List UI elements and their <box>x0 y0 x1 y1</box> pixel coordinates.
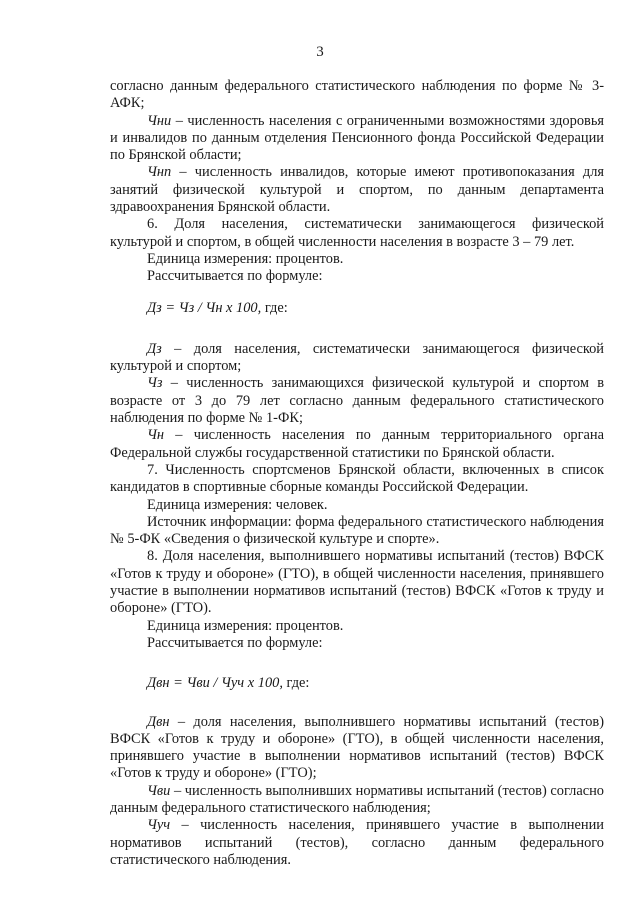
formula-dvn-expression: Двн = Чви / Чуч х 100, <box>147 675 283 692</box>
formula-dz-expression: Дз = Чз / Чн х 100, <box>147 299 262 316</box>
paragraph-dz-definition <box>110 341 604 376</box>
paragraph-source-7: Источник информации: форма федерального статистического наблюдения № 5-ФК «Сведения о физической культуре и спорте». <box>110 513 604 548</box>
term-dvn: Двн <box>147 713 170 730</box>
paragraph-chnp-definition <box>110 164 604 216</box>
paragraph-dvn-definition <box>110 714 604 783</box>
term-dz: Дз <box>147 340 162 357</box>
definition-chn: – численность населения по данным территориального органа Федеральной службы государственной статистики по Брянской области. <box>110 427 604 461</box>
paragraph-unit-7: Единица измерения: человек. <box>147 496 328 513</box>
definition-chnp: – численность инвалидов, которые имеют противопоказания для занятий физической культурой и спортом, по данным департамента здравоохранения Брянской области. <box>110 164 604 216</box>
paragraph-indicator-6: 6. Доля населения, систематически занимающегося физической культурой и спортом, в общей численности населения в возрасте 3 – 79 лет. <box>110 216 604 250</box>
definition-dz: – доля населения, систематически занимающегося физической культурой и спортом; <box>110 340 604 375</box>
formula-dvn <box>110 675 604 692</box>
definition-chvi: – численность выполнивших нормативы испытаний (тестов) согласно данным федерального статистического наблюдения; <box>110 782 604 816</box>
paragraph-unit-6: Единица измерения: процентов. <box>147 250 344 267</box>
definition-chni: – численность населения с ограниченными возможностями здоровья и инвалидов по данным отделения Пенсионного фонда Российской Федерации по Брянской области; <box>110 112 604 164</box>
paragraph-unit-8: Единица измерения: процентов. <box>147 617 344 634</box>
term-chnp: Чнп <box>147 164 172 181</box>
paragraph-formula-intro-6: Рассчитывается по формуле: <box>147 268 323 285</box>
formula-dz-suffix: где: <box>261 299 288 316</box>
paragraph-chz-definition <box>110 375 604 427</box>
definition-dvn: – доля населения, выполнившего нормативы испытаний (тестов) ВФСК «Готов к труду и обороне» (ГТО), в общей численности населения, принявшего участие в выполнении нормативов испытаний (тестов) ВФСК «Готов к труду и обороне» (ГТО); <box>110 713 604 782</box>
paragraph-formula-intro-8: Рассчитывается по формуле: <box>147 634 323 651</box>
paragraph-indicator-7: 7. Численность спортсменов Брянской области, включенных в список кандидатов в спортивные сборные команды Российской Федерации. <box>110 461 604 496</box>
term-chni: Чни <box>147 112 172 129</box>
term-chvi: Чви <box>147 782 171 799</box>
paragraph-indicator-8: 8. Доля населения, выполнившего нормативы испытаний (тестов) ВФСК «Готов к труду и обороне» (ГТО), в общей численности населения, принявшего участие в выполнении нормативов испытаний (тестов) ВФСК «Готов к труду и обороне» (ГТО). <box>110 548 604 617</box>
paragraph-chvi-definition <box>110 783 604 818</box>
term-chn: Чн <box>147 427 165 444</box>
paragraph-chn-definition <box>110 427 604 462</box>
document-body <box>110 78 604 869</box>
page-number: 3 <box>316 44 324 60</box>
term-chuch: Чуч <box>147 817 171 834</box>
term-chz: Чз <box>147 375 163 392</box>
paragraph-chuch-definition <box>110 817 604 869</box>
definition-chuch: – численность населения, принявшего участие в выполнении нормативов испытаний (тестов), согласно данным федерального статистического наблюдения. <box>110 817 604 868</box>
paragraph-chni-definition <box>110 113 604 165</box>
formula-dz <box>110 300 604 317</box>
paragraph-afk-source: согласно данным федерального статистического наблюдения по форме № 3-АФК; <box>110 78 604 112</box>
formula-dvn-suffix: где: <box>282 675 310 692</box>
definition-chz: – численность занимающихся физической культурой и спортом в возрасте от 3 до 79 лет согласно данным федерального статистического наблюдения по форме № 1-ФК; <box>110 375 604 427</box>
